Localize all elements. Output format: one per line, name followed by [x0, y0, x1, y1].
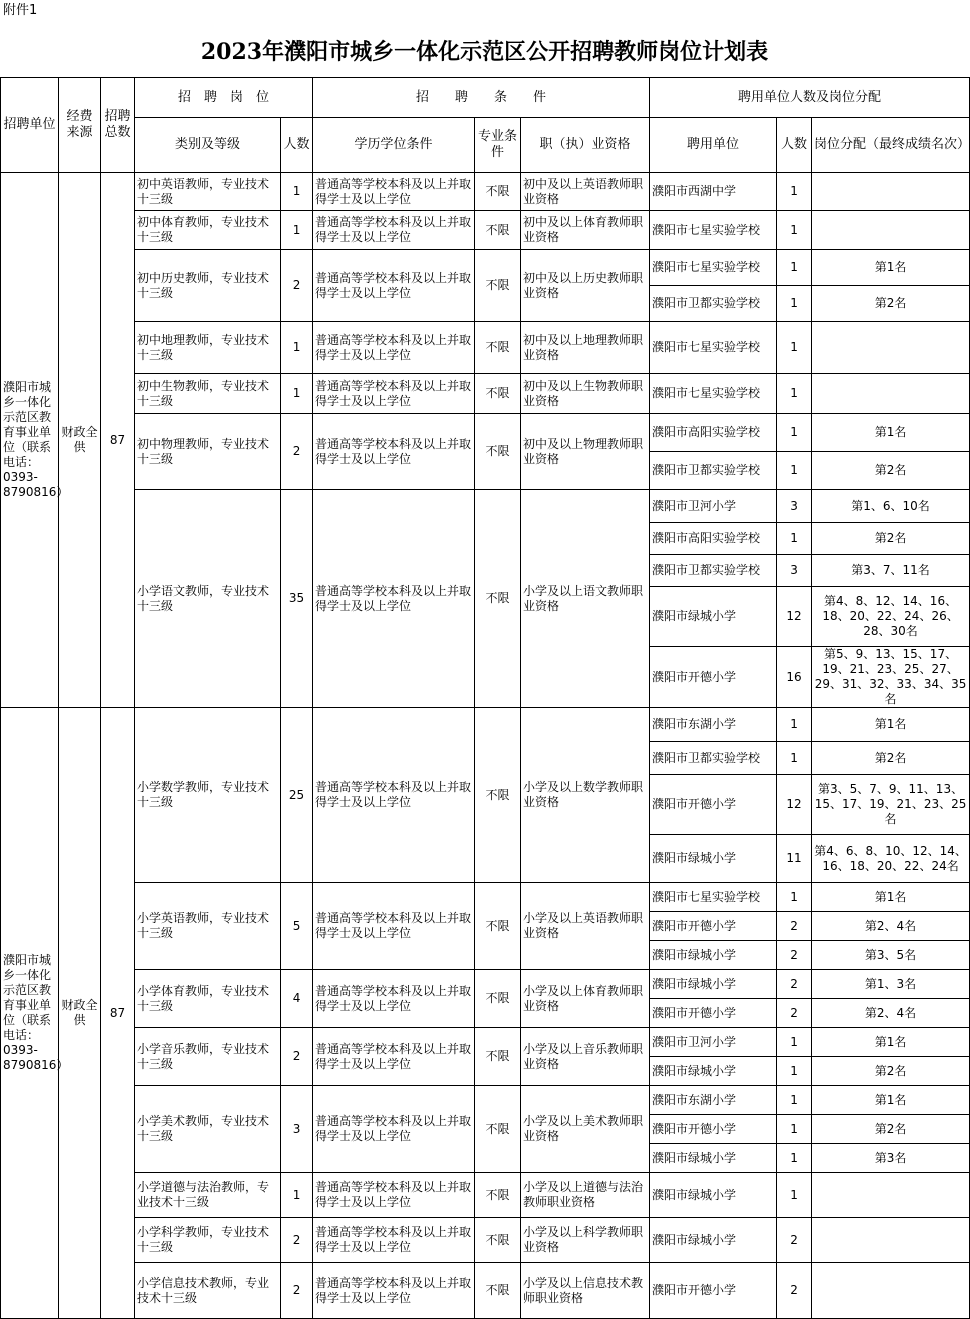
table-row: [1, 1218, 970, 1263]
table-row: [1, 1263, 970, 1319]
post-category-cell: 小学体育教师，专业技术十三级: [135, 970, 281, 1028]
employer-count-cell: 1: [777, 523, 812, 555]
table-body: [1, 173, 970, 1319]
assignment-cell: 第2、4名: [812, 999, 970, 1028]
post-count-cell: 2: [281, 1028, 313, 1086]
qualification-cell: 小学及以上美术教师职业资格: [521, 1086, 650, 1173]
employer-cell: 濮阳市开德小学: [650, 1115, 777, 1144]
recruiting-unit-cell: 濮阳市城乡一体化示范区教育事业单位（联系电话：0393-8790816）: [1, 708, 59, 1319]
employer-count-cell: 1: [777, 322, 812, 374]
education-cell: 普通高等学校本科及以上并取得学士及以上学位: [313, 173, 475, 211]
employer-cell: 濮阳市绿城小学: [650, 970, 777, 999]
assignment-cell: [812, 211, 970, 250]
assignment-cell: 第1名: [812, 1086, 970, 1115]
header-employer-count: 人数: [777, 118, 812, 173]
qualification-cell: 初中及以上体育教师职业资格: [521, 211, 650, 250]
employer-cell: 濮阳市高阳实验学校: [650, 523, 777, 555]
major-cell: 不限: [475, 414, 521, 490]
education-cell: 普通高等学校本科及以上并取得学士及以上学位: [313, 250, 475, 322]
major-cell: 不限: [475, 1173, 521, 1218]
header-distribution-group: 聘用单位人数及岗位分配: [650, 78, 970, 118]
post-category-cell: 小学美术教师，专业技术十三级: [135, 1086, 281, 1173]
employer-cell: 濮阳市卫都实验学校: [650, 286, 777, 322]
major-cell: 不限: [475, 250, 521, 322]
employer-cell: 濮阳市绿城小学: [650, 1218, 777, 1263]
employer-count-cell: 1: [777, 414, 812, 452]
table-row: [1, 250, 970, 286]
employer-count-cell: 1: [777, 708, 812, 742]
header-assignment: 岗位分配（最终成绩名次）: [812, 118, 970, 173]
recruitment-plan-table: [0, 77, 970, 1319]
qualification-cell: 小学及以上信息技术教师职业资格: [521, 1263, 650, 1319]
employer-count-cell: 1: [777, 1086, 812, 1115]
employer-cell: 濮阳市七星实验学校: [650, 250, 777, 286]
post-category-cell: 初中历史教师，专业技术十三级: [135, 250, 281, 322]
attachment-label: 附件1: [3, 3, 38, 18]
employer-cell: 濮阳市开德小学: [650, 1263, 777, 1319]
post-count-cell: 5: [281, 883, 313, 970]
employer-cell: 濮阳市卫都实验学校: [650, 555, 777, 587]
employer-cell: 濮阳市七星实验学校: [650, 211, 777, 250]
education-cell: 普通高等学校本科及以上并取得学士及以上学位: [313, 374, 475, 414]
employer-count-cell: 1: [777, 1057, 812, 1086]
assignment-cell: 第3、5、7、9、11、13、15、17、19、21、23、25名: [812, 775, 970, 835]
post-category-cell: 小学音乐教师，专业技术十三级: [135, 1028, 281, 1086]
post-count-cell: 1: [281, 1173, 313, 1218]
assignment-cell: [812, 1218, 970, 1263]
employer-count-cell: 1: [777, 250, 812, 286]
header-unit: 招聘单位: [1, 78, 59, 173]
post-category-cell: 初中体育教师，专业技术十三级: [135, 211, 281, 250]
employer-count-cell: 1: [777, 173, 812, 211]
post-count-cell: 1: [281, 322, 313, 374]
table-row: [1, 211, 970, 250]
header-count: 人数: [281, 118, 313, 173]
assignment-cell: 第2名: [812, 742, 970, 775]
employer-count-cell: 3: [777, 555, 812, 587]
employer-cell: 濮阳市卫河小学: [650, 1028, 777, 1057]
employer-count-cell: 1: [777, 1144, 812, 1173]
post-category-cell: 初中英语教师，专业技术十三级: [135, 173, 281, 211]
post-count-cell: 4: [281, 970, 313, 1028]
employer-count-cell: 2: [777, 941, 812, 970]
major-cell: 不限: [475, 211, 521, 250]
assignment-cell: [812, 374, 970, 414]
post-count-cell: 2: [281, 1263, 313, 1319]
employer-cell: 濮阳市绿城小学: [650, 835, 777, 883]
assignment-cell: 第4、6、8、10、12、14、16、18、20、22、24名: [812, 835, 970, 883]
assignment-cell: [812, 173, 970, 211]
post-count-cell: 35: [281, 490, 313, 708]
post-category-cell: 初中物理教师，专业技术十三级: [135, 414, 281, 490]
major-cell: 不限: [475, 708, 521, 883]
employer-count-cell: 3: [777, 490, 812, 523]
employer-cell: 濮阳市开德小学: [650, 912, 777, 941]
qualification-cell: 初中及以上地理教师职业资格: [521, 322, 650, 374]
post-category-cell: 初中生物教师，专业技术十三级: [135, 374, 281, 414]
employer-cell: 濮阳市高阳实验学校: [650, 414, 777, 452]
employer-count-cell: 1: [777, 1115, 812, 1144]
employer-cell: 濮阳市七星实验学校: [650, 322, 777, 374]
table-row: [1, 708, 970, 742]
post-count-cell: 2: [281, 1218, 313, 1263]
post-count-cell: 1: [281, 211, 313, 250]
post-count-cell: 3: [281, 1086, 313, 1173]
employer-count-cell: 1: [777, 374, 812, 414]
table-row: [1, 1028, 970, 1057]
education-cell: 普通高等学校本科及以上并取得学士及以上学位: [313, 1218, 475, 1263]
post-count-cell: 2: [281, 250, 313, 322]
employer-count-cell: 1: [777, 883, 812, 912]
post-category-cell: 小学语文教师，专业技术十三级: [135, 490, 281, 708]
employer-count-cell: 2: [777, 1263, 812, 1319]
employer-cell: 濮阳市卫河小学: [650, 490, 777, 523]
employer-count-cell: 1: [777, 452, 812, 490]
education-cell: 普通高等学校本科及以上并取得学士及以上学位: [313, 708, 475, 883]
employer-cell: 濮阳市开德小学: [650, 999, 777, 1028]
post-count-cell: 1: [281, 173, 313, 211]
employer-cell: 濮阳市绿城小学: [650, 941, 777, 970]
header-post-group: 招 聘 岗 位: [135, 78, 313, 118]
header-category: 类别及等级: [135, 118, 281, 173]
post-category-cell: 初中地理教师，专业技术十三级: [135, 322, 281, 374]
total-count-cell: 87: [101, 708, 135, 1319]
employer-count-cell: 1: [777, 286, 812, 322]
major-cell: 不限: [475, 970, 521, 1028]
education-cell: 普通高等学校本科及以上并取得学士及以上学位: [313, 1028, 475, 1086]
header-total: 招聘总数: [101, 78, 135, 173]
table-row: [1, 1173, 970, 1218]
major-cell: 不限: [475, 1028, 521, 1086]
assignment-cell: 第1、3名: [812, 970, 970, 999]
total-count-cell: 87: [101, 173, 135, 708]
assignment-cell: 第5、9、13、15、17、19、21、23、25、27、29、31、32、33、34、35名: [812, 647, 970, 708]
employer-cell: 濮阳市开德小学: [650, 775, 777, 835]
education-cell: 普通高等学校本科及以上并取得学士及以上学位: [313, 322, 475, 374]
table-row: [1, 490, 970, 523]
qualification-cell: 小学及以上英语教师职业资格: [521, 883, 650, 970]
employer-count-cell: 11: [777, 835, 812, 883]
major-cell: 不限: [475, 1218, 521, 1263]
employer-count-cell: 12: [777, 775, 812, 835]
qualification-cell: 初中及以上物理教师职业资格: [521, 414, 650, 490]
employer-cell: 濮阳市绿城小学: [650, 587, 777, 647]
post-category-cell: 小学信息技术教师，专业技术十三级: [135, 1263, 281, 1319]
page-title: 2023年濮阳市城乡一体化示范区公开招聘教师岗位计划表: [200, 39, 769, 65]
header-major: 专业条件: [475, 118, 521, 173]
post-category-cell: 小学科学教师，专业技术十三级: [135, 1218, 281, 1263]
employer-cell: 濮阳市七星实验学校: [650, 374, 777, 414]
employer-cell: 濮阳市绿城小学: [650, 1057, 777, 1086]
assignment-cell: [812, 322, 970, 374]
assignment-cell: 第2、4名: [812, 912, 970, 941]
assignment-cell: 第2名: [812, 286, 970, 322]
assignment-cell: [812, 1173, 970, 1218]
employer-cell: 濮阳市东湖小学: [650, 708, 777, 742]
employer-count-cell: 1: [777, 742, 812, 775]
header-condition-group: 招 聘 条 件: [313, 78, 650, 118]
qualification-cell: 小学及以上科学教师职业资格: [521, 1218, 650, 1263]
major-cell: 不限: [475, 1263, 521, 1319]
post-count-cell: 2: [281, 414, 313, 490]
assignment-cell: 第2名: [812, 1115, 970, 1144]
qualification-cell: 小学及以上体育教师职业资格: [521, 970, 650, 1028]
qualification-cell: 初中及以上生物教师职业资格: [521, 374, 650, 414]
table-row: [1, 322, 970, 374]
assignment-cell: 第1名: [812, 1028, 970, 1057]
table-row: [1, 970, 970, 999]
recruiting-unit-cell: 濮阳市城乡一体化示范区教育事业单位（联系电话：0393-8790816）: [1, 173, 59, 708]
education-cell: 普通高等学校本科及以上并取得学士及以上学位: [313, 211, 475, 250]
post-category-cell: 小学道德与法治教师，专业技术十三级: [135, 1173, 281, 1218]
table-row: [1, 414, 970, 452]
major-cell: 不限: [475, 883, 521, 970]
qualification-cell: 小学及以上音乐教师职业资格: [521, 1028, 650, 1086]
employer-cell: 濮阳市东湖小学: [650, 1086, 777, 1115]
assignment-cell: 第1名: [812, 883, 970, 912]
employer-cell: 濮阳市绿城小学: [650, 1144, 777, 1173]
assignment-cell: 第3名: [812, 1144, 970, 1173]
header-qualification: 职（执）业资格: [521, 118, 650, 173]
assignment-cell: 第3、7、11名: [812, 555, 970, 587]
post-count-cell: 1: [281, 374, 313, 414]
employer-cell: 濮阳市七星实验学校: [650, 883, 777, 912]
employer-count-cell: 12: [777, 587, 812, 647]
table-row: [1, 173, 970, 211]
header-fund: 经费来源: [59, 78, 101, 173]
education-cell: 普通高等学校本科及以上并取得学士及以上学位: [313, 414, 475, 490]
employer-count-cell: 1: [777, 1173, 812, 1218]
qualification-cell: 初中及以上历史教师职业资格: [521, 250, 650, 322]
assignment-cell: 第2名: [812, 452, 970, 490]
education-cell: 普通高等学校本科及以上并取得学士及以上学位: [313, 1086, 475, 1173]
major-cell: 不限: [475, 173, 521, 211]
assignment-cell: [812, 1263, 970, 1319]
education-cell: 普通高等学校本科及以上并取得学士及以上学位: [313, 490, 475, 708]
assignment-cell: 第2名: [812, 1057, 970, 1086]
table-row: [1, 374, 970, 414]
assignment-cell: 第4、8、12、14、16、18、20、22、24、26、28、30名: [812, 587, 970, 647]
assignment-cell: 第1名: [812, 250, 970, 286]
employer-count-cell: 16: [777, 647, 812, 708]
employer-count-cell: 2: [777, 1218, 812, 1263]
table-row: [1, 1086, 970, 1115]
qualification-cell: 小学及以上数学教师职业资格: [521, 708, 650, 883]
employer-cell: 濮阳市开德小学: [650, 647, 777, 708]
employer-cell: 濮阳市绿城小学: [650, 1173, 777, 1218]
major-cell: 不限: [475, 322, 521, 374]
post-category-cell: 小学数学教师，专业技术十三级: [135, 708, 281, 883]
major-cell: 不限: [475, 374, 521, 414]
employer-count-cell: 1: [777, 1028, 812, 1057]
qualification-cell: 小学及以上语文教师职业资格: [521, 490, 650, 708]
employer-cell: 濮阳市卫都实验学校: [650, 452, 777, 490]
post-count-cell: 25: [281, 708, 313, 883]
fund-source-cell: 财政全供: [59, 173, 101, 708]
employer-cell: 濮阳市卫都实验学校: [650, 742, 777, 775]
assignment-cell: 第1名: [812, 708, 970, 742]
assignment-cell: 第1、6、10名: [812, 490, 970, 523]
qualification-cell: 小学及以上道德与法治教师职业资格: [521, 1173, 650, 1218]
employer-count-cell: 2: [777, 970, 812, 999]
header-employer: 聘用单位: [650, 118, 777, 173]
qualification-cell: 初中及以上英语教师职业资格: [521, 173, 650, 211]
assignment-cell: 第3、5名: [812, 941, 970, 970]
header-education: 学历学位条件: [313, 118, 475, 173]
fund-source-cell: 财政全供: [59, 708, 101, 1319]
employer-count-cell: 2: [777, 912, 812, 941]
employer-count-cell: 2: [777, 999, 812, 1028]
assignment-cell: 第2名: [812, 523, 970, 555]
employer-cell: 濮阳市西湖中学: [650, 173, 777, 211]
education-cell: 普通高等学校本科及以上并取得学士及以上学位: [313, 1173, 475, 1218]
assignment-cell: 第1名: [812, 414, 970, 452]
post-category-cell: 小学英语教师，专业技术十三级: [135, 883, 281, 970]
education-cell: 普通高等学校本科及以上并取得学士及以上学位: [313, 1263, 475, 1319]
education-cell: 普通高等学校本科及以上并取得学士及以上学位: [313, 970, 475, 1028]
employer-count-cell: 1: [777, 211, 812, 250]
table-row: [1, 883, 970, 912]
major-cell: 不限: [475, 1086, 521, 1173]
education-cell: 普通高等学校本科及以上并取得学士及以上学位: [313, 883, 475, 970]
major-cell: 不限: [475, 490, 521, 708]
